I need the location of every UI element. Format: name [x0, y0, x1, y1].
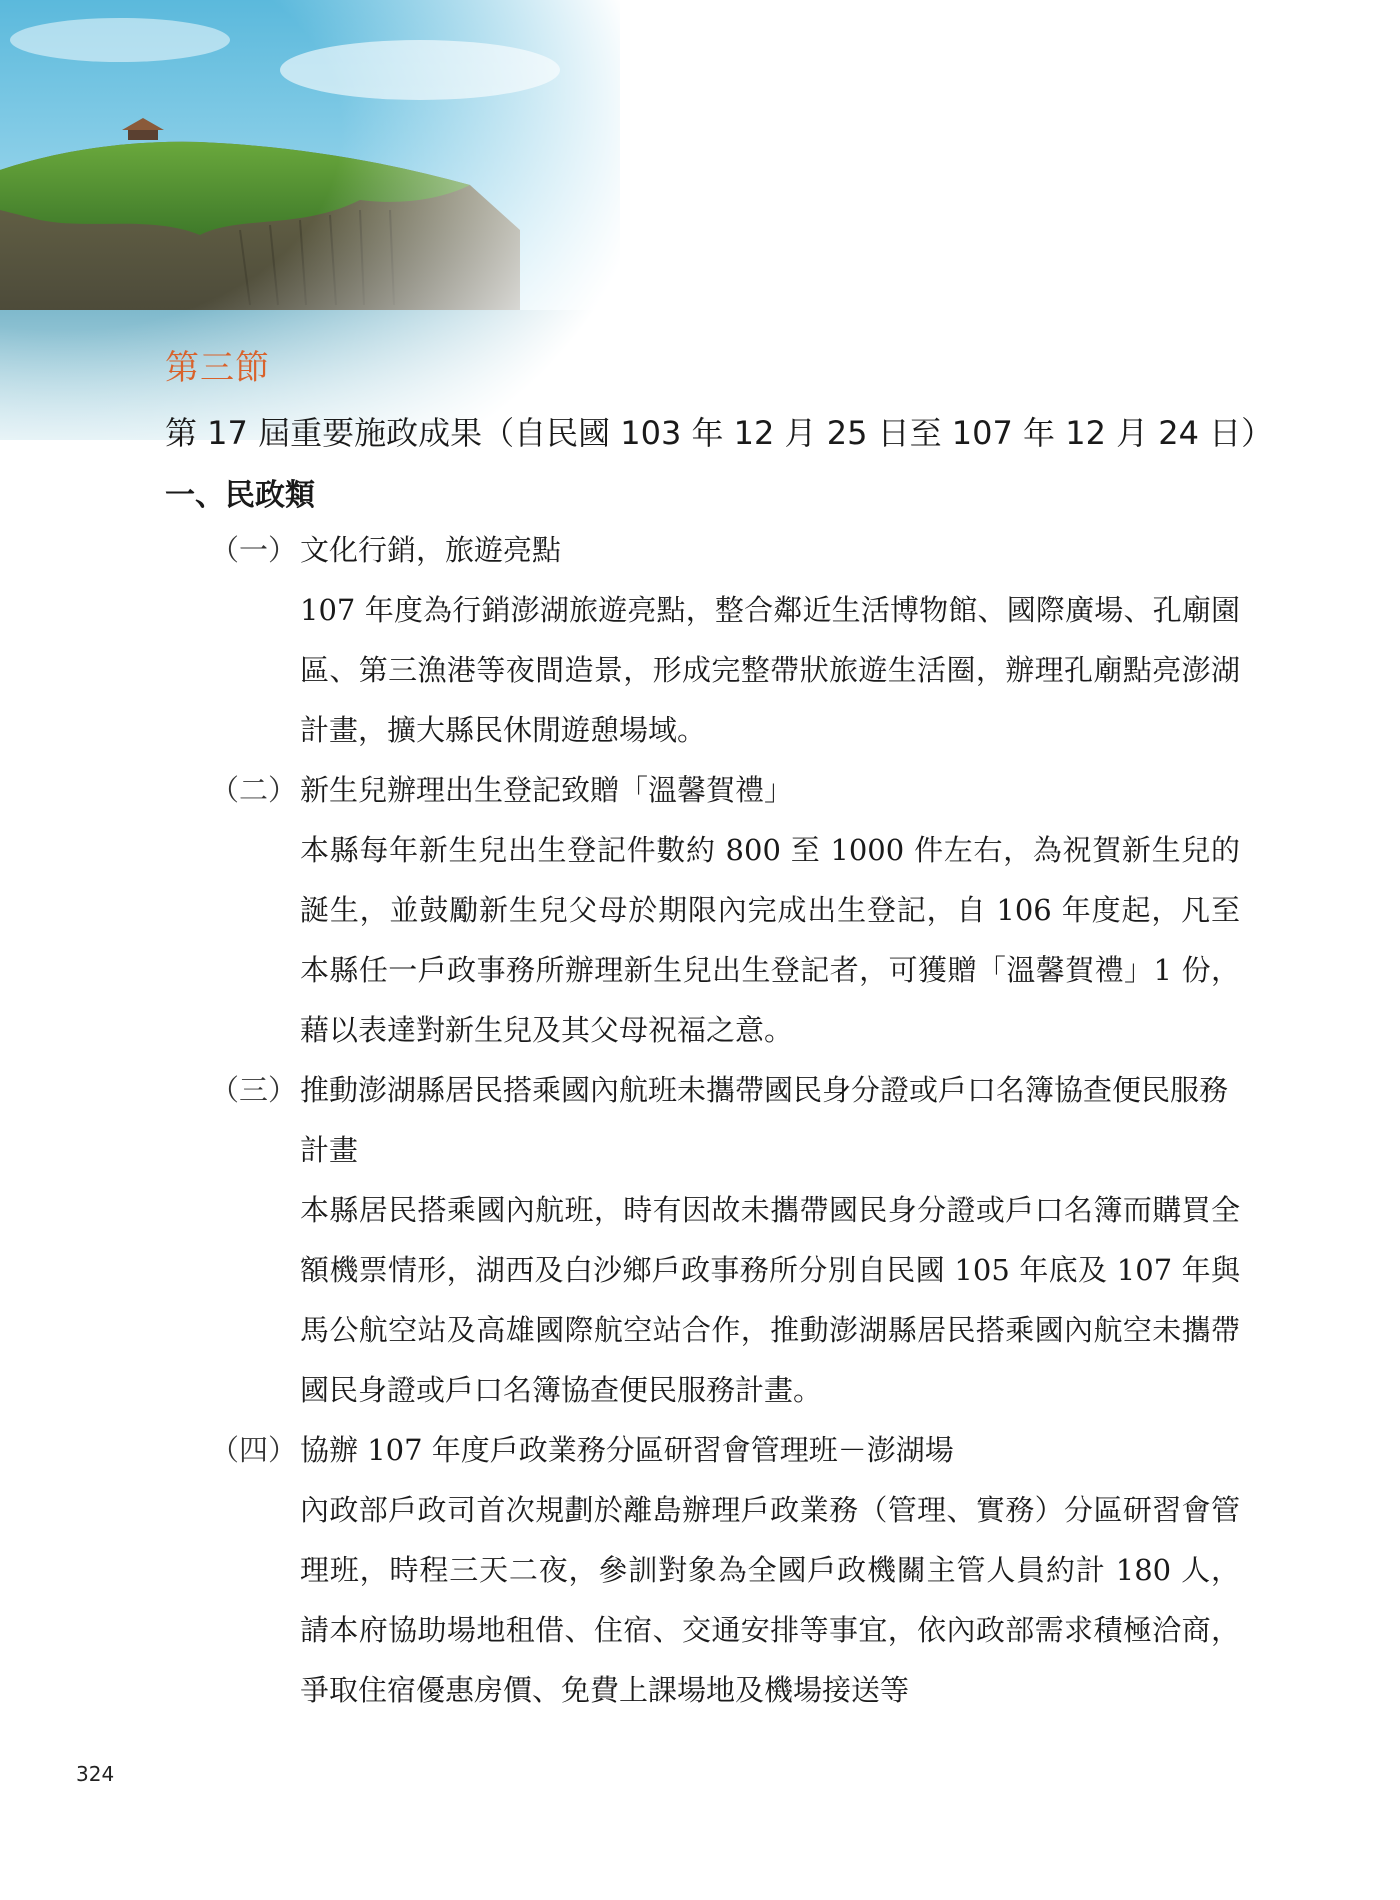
section-label: 第三節 — [165, 348, 270, 388]
item-body: 本縣居民搭乘國內航班，時有因故未攜帶國民身分證或戶口名簿而購買全額機票情形，湖西及白沙鄉戶政事務所分別自民國 105 年底及 107 年與馬公航空站及高雄國際航空站合作，推動澎湖縣居民搭乘國內航空未攜帶國民身證或戶口名簿協查便民服務計畫。 — [300, 1193, 1240, 1407]
item-title: 新生兒辦理出生登記致贈「溫馨賀禮」 — [300, 773, 794, 807]
item-title: 文化行銷，旅遊亮點 — [300, 533, 562, 567]
item-number: （二） — [210, 773, 298, 807]
list-item — [210, 760, 1240, 1060]
items-list — [210, 520, 1240, 1720]
header-landscape-image — [0, 0, 620, 440]
item-number: （四） — [210, 1433, 298, 1467]
item-number: （一） — [210, 533, 298, 567]
item-title: 推動澎湖縣居民搭乘國內航班未攜帶國民身分證或戶口名簿協查便民服務計畫 — [300, 1073, 1229, 1167]
page-number: 324 — [76, 1762, 115, 1786]
category-heading: 一、民政類 — [165, 478, 315, 513]
list-item — [210, 1060, 1240, 1420]
list-item — [210, 1420, 1240, 1720]
list-item — [210, 520, 1240, 760]
item-number: （三） — [210, 1073, 298, 1107]
item-body: 內政部戶政司首次規劃於離島辦理戶政業務（管理、實務）分區研習會管理班，時程三天二夜，參訓對象為全國戶政機關主管人員約計 180 人，請本府協助場地租借、住宿、交通安排等事宜，依內政部需求積極洽商，爭取住宿優惠房價、免費上課場地及機場接送等 — [300, 1493, 1240, 1707]
item-body: 107 年度為行銷澎湖旅遊亮點，整合鄰近生活博物館、國際廣場、孔廟園區、第三漁港等夜間造景，形成完整帶狀旅遊生活圈，辦理孔廟點亮澎湖計畫，擴大縣民休閒遊憩場域。 — [300, 593, 1240, 747]
item-title: 協辦 107 年度戶政業務分區研習會管理班－澎湖場 — [300, 1433, 954, 1467]
section-title: 第 17 屆重要施政成果（自民國 103 年 12 月 25 日至 107 年 12 月 24 日） — [165, 414, 1274, 452]
item-body: 本縣每年新生兒出生登記件數約 800 至 1000 件左右，為祝賀新生兒的誕生，並鼓勵新生兒父母於期限內完成出生登記，自 106 年度起，凡至本縣任一戶政事務所辦理新生兒出生登記者，可獲贈「溫馨賀禮」1 份，藉以表達對新生兒及其父母祝福之意。 — [300, 833, 1240, 1047]
